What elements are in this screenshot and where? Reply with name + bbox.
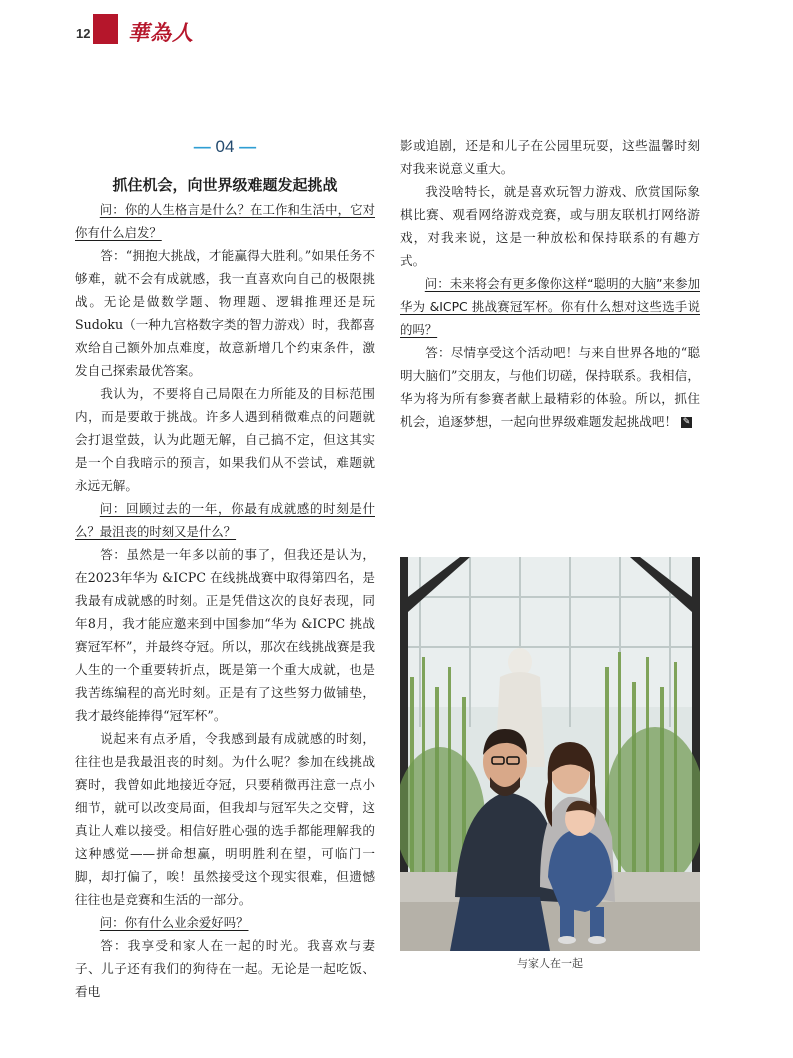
question-4: 问：未来将会有更多像你这样“聪明的大脑”来参加华为 &ICPC 挑战赛冠军杯。你有什么想对这些选手说的吗？: [400, 276, 700, 337]
dash-decoration: —: [193, 137, 216, 156]
answer-4-paragraph: [400, 341, 700, 433]
right-column: [400, 134, 700, 433]
section-number-value: 04: [215, 137, 235, 156]
pen-end-icon: ✎: [682, 417, 691, 427]
answer-3-paragraph-2: 我没啥特长，就是喜欢玩智力游戏、欣赏国际象棋比赛、观看网络游戏竞赛，或与朋友联机打网络游戏，对我来说，这是一种放松和保持联系的有趣方式。: [400, 184, 700, 268]
answer-1-paragraph-1: 答：“拥抱大挑战，才能赢得大胜利。”如果任务不够难，就不会有成就感，我一直喜欢向自己的极限挑战。无论是做数学题、物理题、逻辑推理还是玩Sudoku（一种九宫格数字类的智力游戏）时，我都喜欢给自己额外加点难度，故意新增几个约束条件，激发自己探索最优答案。: [75, 248, 375, 378]
question-1: 问：你的人生格言是什么？在工作和生活中，它对你有什么启发？: [75, 202, 375, 240]
dash-decoration: —: [234, 137, 257, 156]
page-header: [0, 0, 793, 50]
answer-3-continuation: 影或追剧，还是和儿子在公园里玩耍，这些温馨时刻对我来说意义重大。: [400, 138, 700, 176]
answer-3-paragraph-1: 答：我享受和家人在一起的时光。我喜欢与妻子、儿子还有我们的狗待在一起。无论是一起吃饭、看电: [75, 938, 375, 999]
question-3: 问：你有什么业余爱好吗？: [99, 915, 249, 930]
family-photo-illustration: [400, 557, 700, 951]
answer-2-paragraph-2: 说起来有点矛盾，令我感到最有成就感的时刻，往往也是我最沮丧的时刻。为什么呢？参加在线挑战赛时，我曾如此地接近夺冠，只要稍微再注意一点小细节，就可以改变局面，但我却与冠军失之交臂，这真让人难以接受。相信好胜心强的选手都能理解我的这种感觉——拼命想赢，明明胜利在望，可临门一脚，却打偏了，唉！虽然接受这个现实很难，但遗憾往往也是竞赛和生活的一部分。: [75, 731, 375, 907]
question-2: 问：回顾过去的一年，你最有成就感的时刻是什么？最沮丧的时刻又是什么？: [75, 501, 375, 539]
section-number: [75, 134, 375, 160]
answer-1-paragraph-2: 我认为，不要将自己局限在力所能及的目标范围内，而是要敢于挑战。许多人遇到稍微难点的问题就会打退堂鼓，认为此题无解，自己搞不定，但这其实是一个自我暗示的预言，如果我们从不尝试，难题就永远无解。: [75, 386, 375, 493]
answer-2-paragraph-1: 答：虽然是一年多以前的事了，但我还是认为，在2023年华为 &ICPC 在线挑战赛中取得第四名，是我最有成就感的时刻。正是凭借这次的良好表现，同年8月，我才能应邀来到中国参加“华为 &ICPC 挑战赛冠军杯”，并最终夺冠。所以，那次在线挑战赛是我人生的一个重要转折点，既是第一个重大成就，也是我苦练编程的高光时刻。正是有了这些努力做铺垫，我才最终能捧得“冠军杯”。: [75, 547, 375, 723]
photo-caption: 与家人在一起: [517, 957, 583, 970]
section-title: 抓住机会，向世界级难题发起挑战: [112, 176, 338, 194]
brand-color-block: [93, 14, 118, 44]
family-photo: [400, 557, 700, 951]
answer-4-text: 答：尽情享受这个活动吧！与来自世界各地的“聪明大脑们”交朋友，与他们切磋，保持联系。我相信，华为将为所有参赛者献上最精彩的体验。所以，抓住机会，追逐梦想，一起向世界级难题发起挑战吧！: [400, 345, 700, 429]
left-column: [75, 134, 375, 1003]
page-number: 12: [76, 26, 91, 41]
magazine-logo: 華為人: [128, 20, 194, 45]
